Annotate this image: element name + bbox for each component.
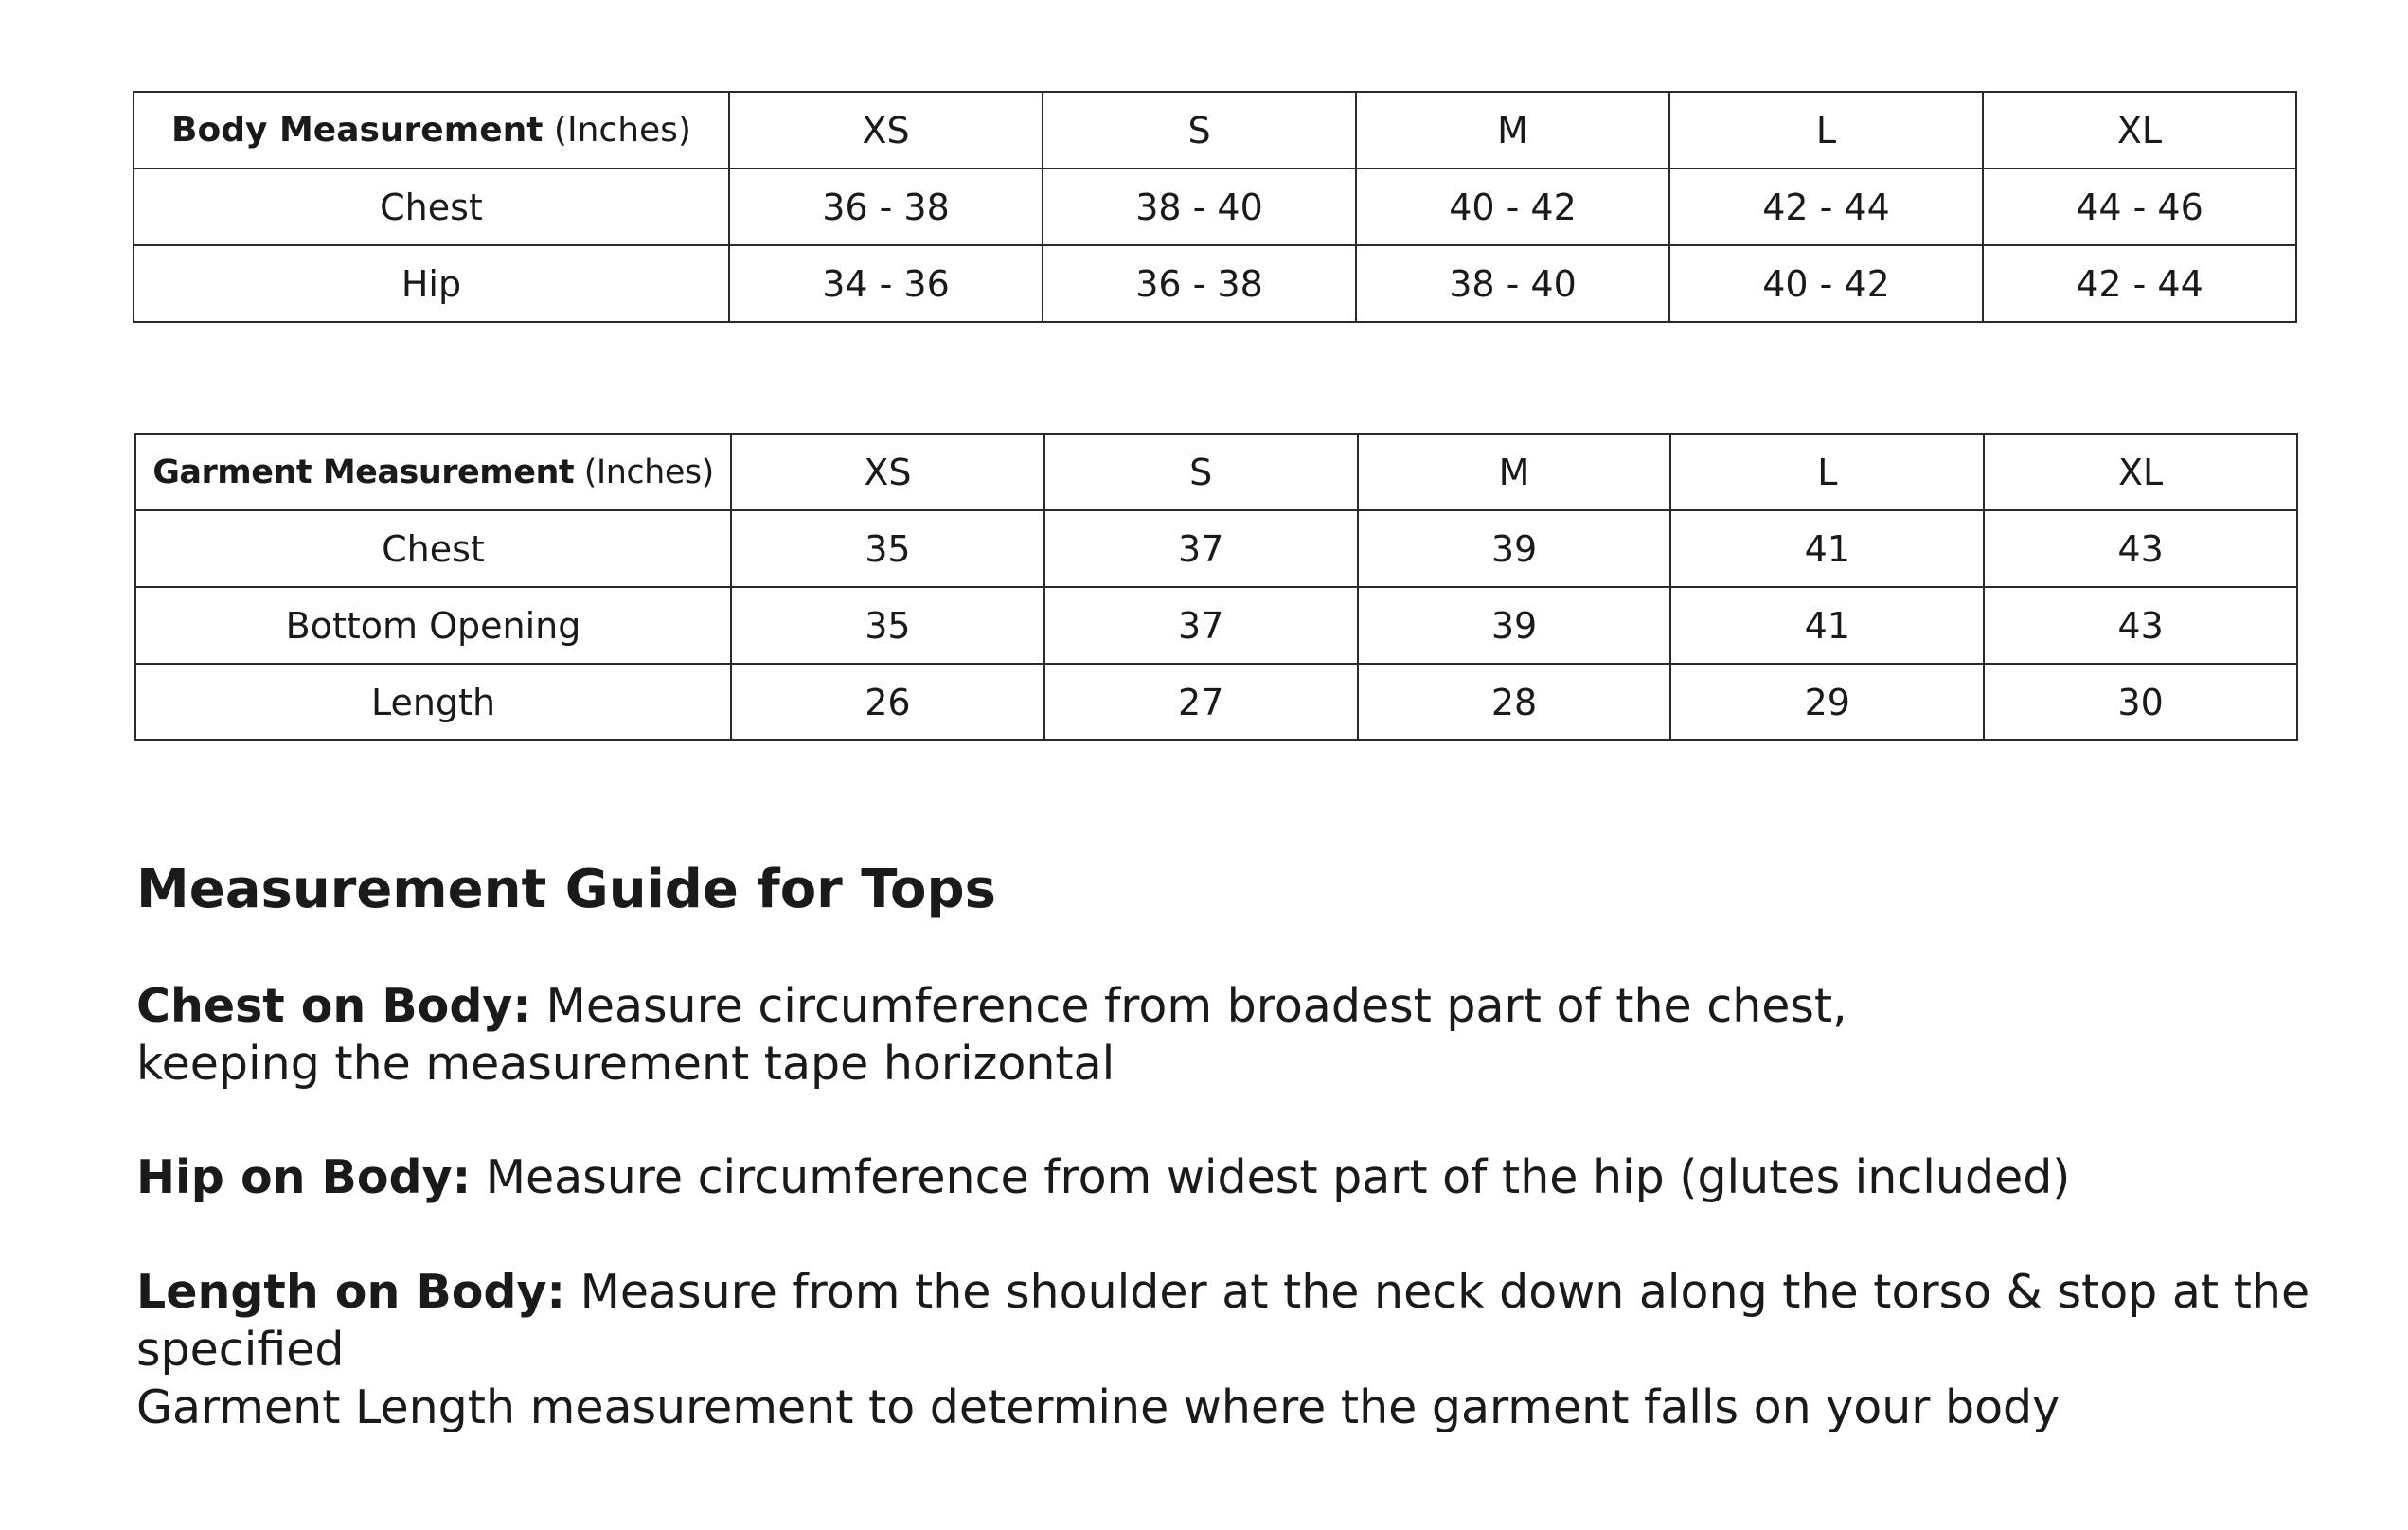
size-header-cell: XS <box>729 92 1043 169</box>
table-cell: 43 <box>1984 587 2297 664</box>
table-cell: 41 <box>1670 587 1984 664</box>
table-cell: 26 <box>731 664 1044 740</box>
table-cell: 36 - 38 <box>729 169 1043 245</box>
table-cell: 36 - 38 <box>1043 245 1356 322</box>
table-header-title: Garment Measurement <box>152 453 575 491</box>
table-header-unit: (Inches) <box>543 111 691 150</box>
table-cell: 37 <box>1044 587 1358 664</box>
garment-measurement-table <box>134 433 2298 741</box>
guide-length-text-line1: Measure from the shoulder at the neck down along the torso & stop at the specified <box>136 1265 2310 1377</box>
table-header-title: Body Measurement <box>171 111 544 150</box>
table-cell: 28 <box>1358 664 1671 740</box>
row-label: Chest <box>134 169 729 245</box>
table-cell: 35 <box>731 587 1044 664</box>
table-cell: 41 <box>1670 510 1984 587</box>
table-header-row <box>134 92 2296 169</box>
row-label: Chest <box>135 510 731 587</box>
table-cell: 35 <box>731 510 1044 587</box>
table-header-label <box>135 434 731 510</box>
guide-title: Measurement Guide for Tops <box>136 859 996 920</box>
table-cell: 27 <box>1044 664 1358 740</box>
table-cell: 38 - 40 <box>1043 169 1356 245</box>
guide-length-paragraph <box>136 1263 2399 1436</box>
table-row <box>135 664 2297 740</box>
table-cell: 29 <box>1670 664 1984 740</box>
table-row <box>134 245 2296 322</box>
size-header-cell: M <box>1356 92 1669 169</box>
table-header-row <box>135 434 2297 510</box>
table-cell: 43 <box>1984 510 2297 587</box>
table-cell: 44 - 46 <box>1983 169 2296 245</box>
size-header-cell: S <box>1043 92 1356 169</box>
guide-length-term: Length on Body: <box>136 1265 566 1319</box>
guide-chest-term: Chest on Body: <box>136 979 531 1033</box>
table-cell: 39 <box>1358 587 1671 664</box>
guide-hip-term: Hip on Body: <box>136 1150 472 1204</box>
table-cell: 34 - 36 <box>729 245 1043 322</box>
guide-hip-paragraph <box>136 1148 2399 1206</box>
row-label: Bottom Opening <box>135 587 731 664</box>
table-header-label <box>134 92 729 169</box>
table-cell: 40 - 42 <box>1356 169 1669 245</box>
guide-chest-text-line2: keeping the measurement tape horizontal <box>136 1037 1115 1091</box>
table-row <box>135 587 2297 664</box>
table-row <box>135 510 2297 587</box>
table-cell: 42 - 44 <box>1669 169 1983 245</box>
table-cell: 37 <box>1044 510 1358 587</box>
table-cell: 30 <box>1984 664 2297 740</box>
size-header-cell: XL <box>1984 434 2297 510</box>
table-header-unit: (Inches) <box>574 453 714 491</box>
size-header-cell: L <box>1669 92 1983 169</box>
table-cell: 40 - 42 <box>1669 245 1983 322</box>
table-row <box>134 169 2296 245</box>
table-cell: 39 <box>1358 510 1671 587</box>
size-header-cell: L <box>1670 434 1984 510</box>
size-header-cell: M <box>1358 434 1671 510</box>
guide-chest-text-line1: Measure circumference from broadest part of the chest, <box>530 979 1847 1033</box>
guide-length-text-line2: Garment Length measurement to determine where the garment falls on your body <box>136 1380 2060 1434</box>
size-header-cell: S <box>1044 434 1358 510</box>
table-cell: 42 - 44 <box>1983 245 2296 322</box>
guide-hip-text: Measure circumference from widest part of the hip (glutes included) <box>471 1150 2071 1204</box>
row-label: Hip <box>134 245 729 322</box>
size-header-cell: XS <box>731 434 1044 510</box>
size-header-cell: XL <box>1983 92 2296 169</box>
body-measurement-table <box>133 91 2297 323</box>
guide-chest-paragraph <box>136 977 2399 1093</box>
table-cell: 38 - 40 <box>1356 245 1669 322</box>
row-label: Length <box>135 664 731 740</box>
